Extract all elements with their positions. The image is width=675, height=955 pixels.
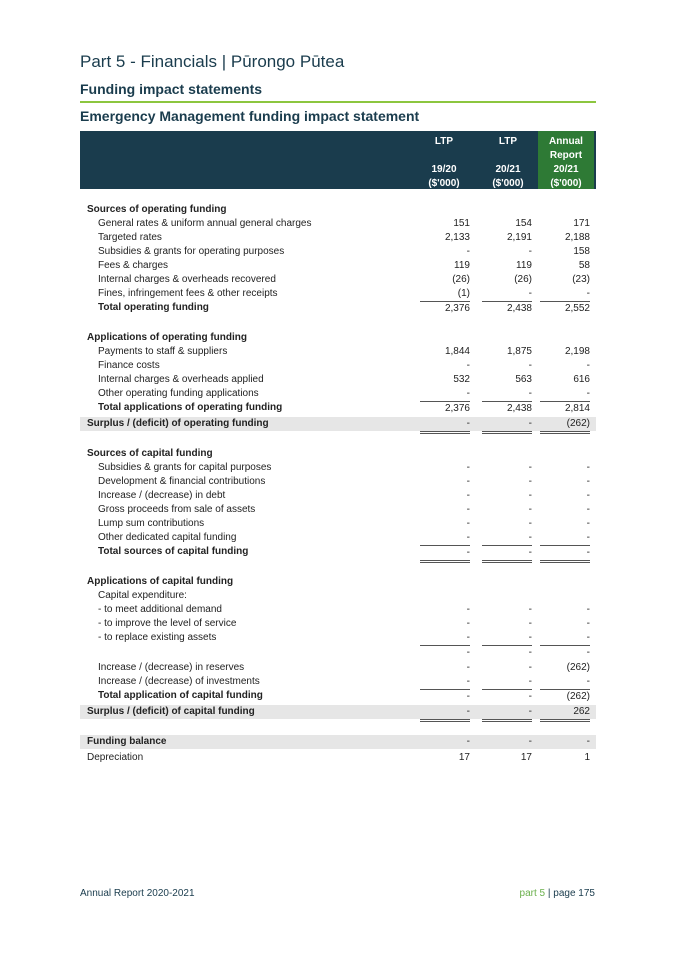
table-row: Fines, infringement fees & other receipts (1) - - bbox=[98, 288, 590, 299]
footer-report-title: Annual Report 2020-2021 bbox=[80, 888, 195, 899]
table-row: Targeted rates 2,133 2,191 2,188 bbox=[98, 232, 590, 243]
header-col-ltp-2021: LTP 20/21 ($'000) bbox=[492, 136, 524, 189]
total-row: Total sources of capital funding - - - bbox=[80, 545, 596, 559]
table-row: Internal charges & overheads recovered (26) (26) (23) bbox=[98, 274, 590, 285]
table-row: Finance costs - - - bbox=[98, 360, 590, 371]
table-row: Subsidies & grants for capital purposes - - - bbox=[98, 462, 590, 473]
footer-page-info: part 5 | page 175 bbox=[519, 888, 595, 899]
funding-balance-row: Funding balance - - - bbox=[80, 735, 596, 749]
part-title: Part 5 - Financials | Pūrongo Pūtea bbox=[80, 52, 345, 71]
depreciation-row: Depreciation 17 17 1 bbox=[87, 752, 590, 763]
section-divider bbox=[80, 101, 596, 103]
header-col-annual-report: Annual Report 20/21 ($'000) bbox=[538, 131, 594, 189]
table-row: Gross proceeds from sale of assets - - - bbox=[98, 504, 590, 515]
surplus-capital-row: Surplus / (deficit) of capital funding - - 262 bbox=[80, 705, 596, 719]
header-col-ltp-1920: LTP 19/20 ($'000) bbox=[428, 136, 460, 189]
table-row: Payments to staff & suppliers 1,844 1,875 2,198 bbox=[98, 346, 590, 357]
table-row: - to replace existing assets - - - bbox=[98, 632, 590, 643]
section-heading: Sources of capital funding bbox=[87, 448, 213, 459]
section-heading: Applications of operating funding bbox=[87, 332, 247, 343]
surplus-operating-row: Surplus / (deficit) of operating funding - - (262) bbox=[80, 417, 596, 431]
table-row: Other operating funding applications - - - bbox=[98, 388, 590, 399]
total-row: Total application of capital funding - - (262) bbox=[98, 690, 590, 702]
table-row: Increase / (decrease) in debt - - - bbox=[98, 490, 590, 501]
table-row: Increase / (decrease) in reserves - - (262) bbox=[98, 662, 590, 673]
section-heading: Applications of capital funding bbox=[87, 576, 234, 587]
table-row: Internal charges & overheads applied 532 563 616 bbox=[98, 374, 590, 385]
table-row: General rates & uniform annual general charges 151 154 171 bbox=[98, 218, 590, 229]
table-row: Increase / (decrease) of investments - - - bbox=[98, 676, 590, 687]
section-heading: Sources of operating funding bbox=[87, 204, 227, 215]
table-row: Other dedicated capital funding - - - bbox=[98, 532, 590, 543]
table-row: - to improve the level of service - - - bbox=[98, 618, 590, 629]
table-row: - to meet additional demand - - - bbox=[98, 604, 590, 615]
table-row: Capital expenditure: bbox=[98, 590, 187, 601]
table-title: Emergency Management funding impact statement bbox=[80, 108, 420, 124]
table-header bbox=[80, 131, 596, 189]
total-row: Total applications of operating funding 2,376 2,438 2,814 bbox=[98, 402, 590, 414]
table-row: Subsidies & grants for operating purposes - - 158 bbox=[98, 246, 590, 257]
funding-impact-table bbox=[80, 203, 596, 765]
table-row: Lump sum contributions - - - bbox=[98, 518, 590, 529]
total-row: Total operating funding 2,376 2,438 2,552 bbox=[98, 302, 590, 314]
table-row: Fees & charges 119 119 58 bbox=[98, 260, 590, 271]
subtotal-row: - - - bbox=[80, 645, 596, 659]
table-row: Development & financial contributions - - - bbox=[98, 476, 590, 487]
section-title: Funding impact statements bbox=[80, 81, 263, 97]
